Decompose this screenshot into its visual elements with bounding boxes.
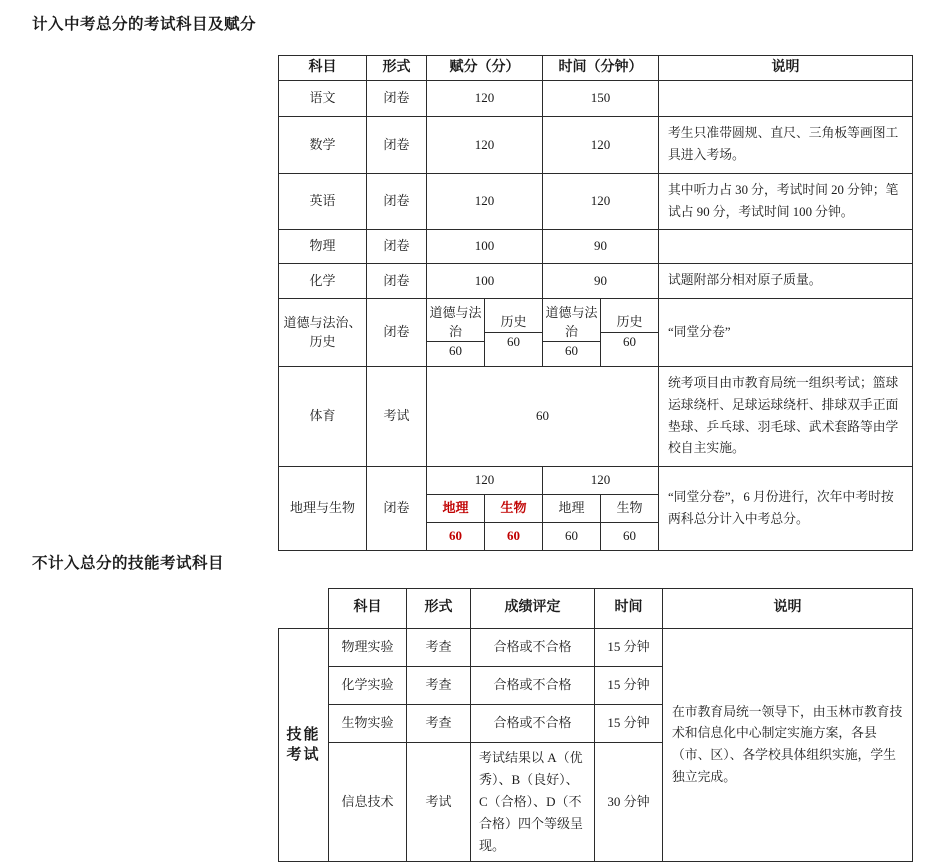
desc-chemistry: 试题附部分相对原子质量。 (659, 264, 913, 299)
subject-english: 英语 (279, 173, 367, 230)
table-row (279, 117, 913, 174)
score-politics-label: 道德与法治 (429, 304, 482, 339)
form-physics: 闭卷 (367, 230, 427, 264)
form-chemistry-lab: 考查 (407, 667, 471, 705)
form-politics-history: 闭卷 (367, 299, 427, 367)
score-english: 120 (427, 173, 543, 230)
time-history-label: 历史 (616, 314, 643, 330)
grade-chemistry-lab: 合格或不合格 (471, 667, 595, 705)
desc-chinese (659, 81, 913, 117)
desc-math: 考生只准带圆规、直尺、三角板等画图工具进入考场。 (659, 117, 913, 174)
table-row (279, 173, 913, 230)
table-row (279, 81, 913, 117)
table-header-row (279, 589, 913, 629)
subject-physics-lab: 物理实验 (329, 629, 407, 667)
form-english: 闭卷 (367, 173, 427, 230)
corner-blank (279, 589, 329, 629)
score-math: 120 (427, 117, 543, 174)
desc-physics (659, 230, 913, 264)
score-geo-value: 60 (427, 523, 485, 551)
header-subject: 科目 (279, 56, 367, 81)
subject-physics: 物理 (279, 230, 367, 264)
subject-geo-bio: 地理与生物 (279, 467, 367, 551)
table-header-row (279, 56, 913, 81)
time-physics: 90 (543, 230, 659, 264)
page-title-skills: 不计入总分的技能考试科目 (32, 555, 225, 572)
subject-math: 数学 (279, 117, 367, 174)
time-geo-value: 60 (543, 523, 601, 551)
table-row-pe (279, 367, 913, 467)
subject-chinese: 语文 (279, 81, 367, 117)
table-row (279, 264, 913, 299)
time-it: 30 分钟 (595, 743, 663, 862)
score-politics-cell (427, 299, 485, 367)
time-history-cell (601, 299, 659, 367)
score-history-cell (485, 299, 543, 367)
form-math: 闭卷 (367, 117, 427, 174)
header-desc: 说明 (663, 589, 913, 629)
subject-biology-lab: 生物实验 (329, 705, 407, 743)
form-biology-lab: 考查 (407, 705, 471, 743)
score-geo-label: 地理 (427, 495, 485, 523)
score-bio-label: 生物 (485, 495, 543, 523)
header-grade: 成绩评定 (471, 589, 595, 629)
desc-skills: 在市教育局统一领导下，由玉林市教育技术和信息化中心制定实施方案，各县（市、区）、各学校具体组织实施，学生独立完成。 (663, 629, 913, 862)
table-row (279, 230, 913, 264)
header-time: 时间（分钟） (543, 56, 659, 81)
desc-politics-history: “同堂分卷” (659, 299, 913, 367)
time-history-value: 60 (601, 332, 658, 352)
time-geo-bio-total: 120 (543, 467, 659, 495)
score-chemistry: 100 (427, 264, 543, 299)
desc-geo-bio: “同堂分卷”，6 月份进行，次年中考时按两科总分计入中考总分。 (659, 467, 913, 551)
time-math: 120 (543, 117, 659, 174)
score-physics: 100 (427, 230, 543, 264)
header-form: 形式 (367, 56, 427, 81)
form-chinese: 闭卷 (367, 81, 427, 117)
row-group-label-skills: 技能考试 (279, 629, 329, 862)
grade-physics-lab: 合格或不合格 (471, 629, 595, 667)
header-score: 赋分（分） (427, 56, 543, 81)
time-chinese: 150 (543, 81, 659, 117)
skills-exam-table (278, 588, 913, 862)
subject-pe: 体育 (279, 367, 367, 467)
form-pe: 考试 (367, 367, 427, 467)
form-chemistry: 闭卷 (367, 264, 427, 299)
form-it: 考试 (407, 743, 471, 862)
form-physics-lab: 考查 (407, 629, 471, 667)
subject-politics-history: 道德与法治、历史 (279, 299, 367, 367)
grade-biology-lab: 合格或不合格 (471, 705, 595, 743)
score-politics-value: 60 (427, 341, 484, 361)
subject-chemistry: 化学 (279, 264, 367, 299)
time-biology-lab: 15 分钟 (595, 705, 663, 743)
time-bio-label: 生物 (601, 495, 659, 523)
page-title-scoring: 计入中考总分的考试科目及赋分 (32, 16, 257, 33)
score-chinese: 120 (427, 81, 543, 117)
score-history-value: 60 (485, 332, 542, 352)
grade-it: 考试结果以 A（优秀）、B（良好）、C（合格）、D（不合格）四个等级呈现。 (471, 743, 595, 862)
time-physics-lab: 15 分钟 (595, 629, 663, 667)
subject-it: 信息技术 (329, 743, 407, 862)
table-row-politics-history (279, 299, 913, 367)
desc-english: 其中听力占 30 分，考试时间 20 分钟；笔试占 90 分，考试时间 100 分钟。 (659, 173, 913, 230)
table-row-geo-bio (279, 467, 913, 495)
score-bio-value: 60 (485, 523, 543, 551)
score-pe: 60 (427, 367, 659, 467)
table-row (279, 629, 913, 667)
header-subject: 科目 (329, 589, 407, 629)
time-politics-value: 60 (543, 341, 600, 361)
score-history-label: 历史 (500, 314, 527, 330)
scoring-subjects-table (278, 55, 913, 551)
time-politics-label: 道德与法治 (545, 304, 598, 339)
score-geo-bio-total: 120 (427, 467, 543, 495)
form-geo-bio: 闭卷 (367, 467, 427, 551)
time-chemistry: 90 (543, 264, 659, 299)
subject-chemistry-lab: 化学实验 (329, 667, 407, 705)
header-form: 形式 (407, 589, 471, 629)
time-politics-cell (543, 299, 601, 367)
header-time: 时间 (595, 589, 663, 629)
header-desc: 说明 (659, 56, 913, 81)
time-chemistry-lab: 15 分钟 (595, 667, 663, 705)
time-english: 120 (543, 173, 659, 230)
time-geo-label: 地理 (543, 495, 601, 523)
desc-pe: 统考项目由市教育局统一组织考试；篮球运球绕杆、足球运球绕杆、排球双手正面垫球、乒乓球、羽毛球、武术套路等由学校自主实施。 (659, 367, 913, 467)
time-bio-value: 60 (601, 523, 659, 551)
